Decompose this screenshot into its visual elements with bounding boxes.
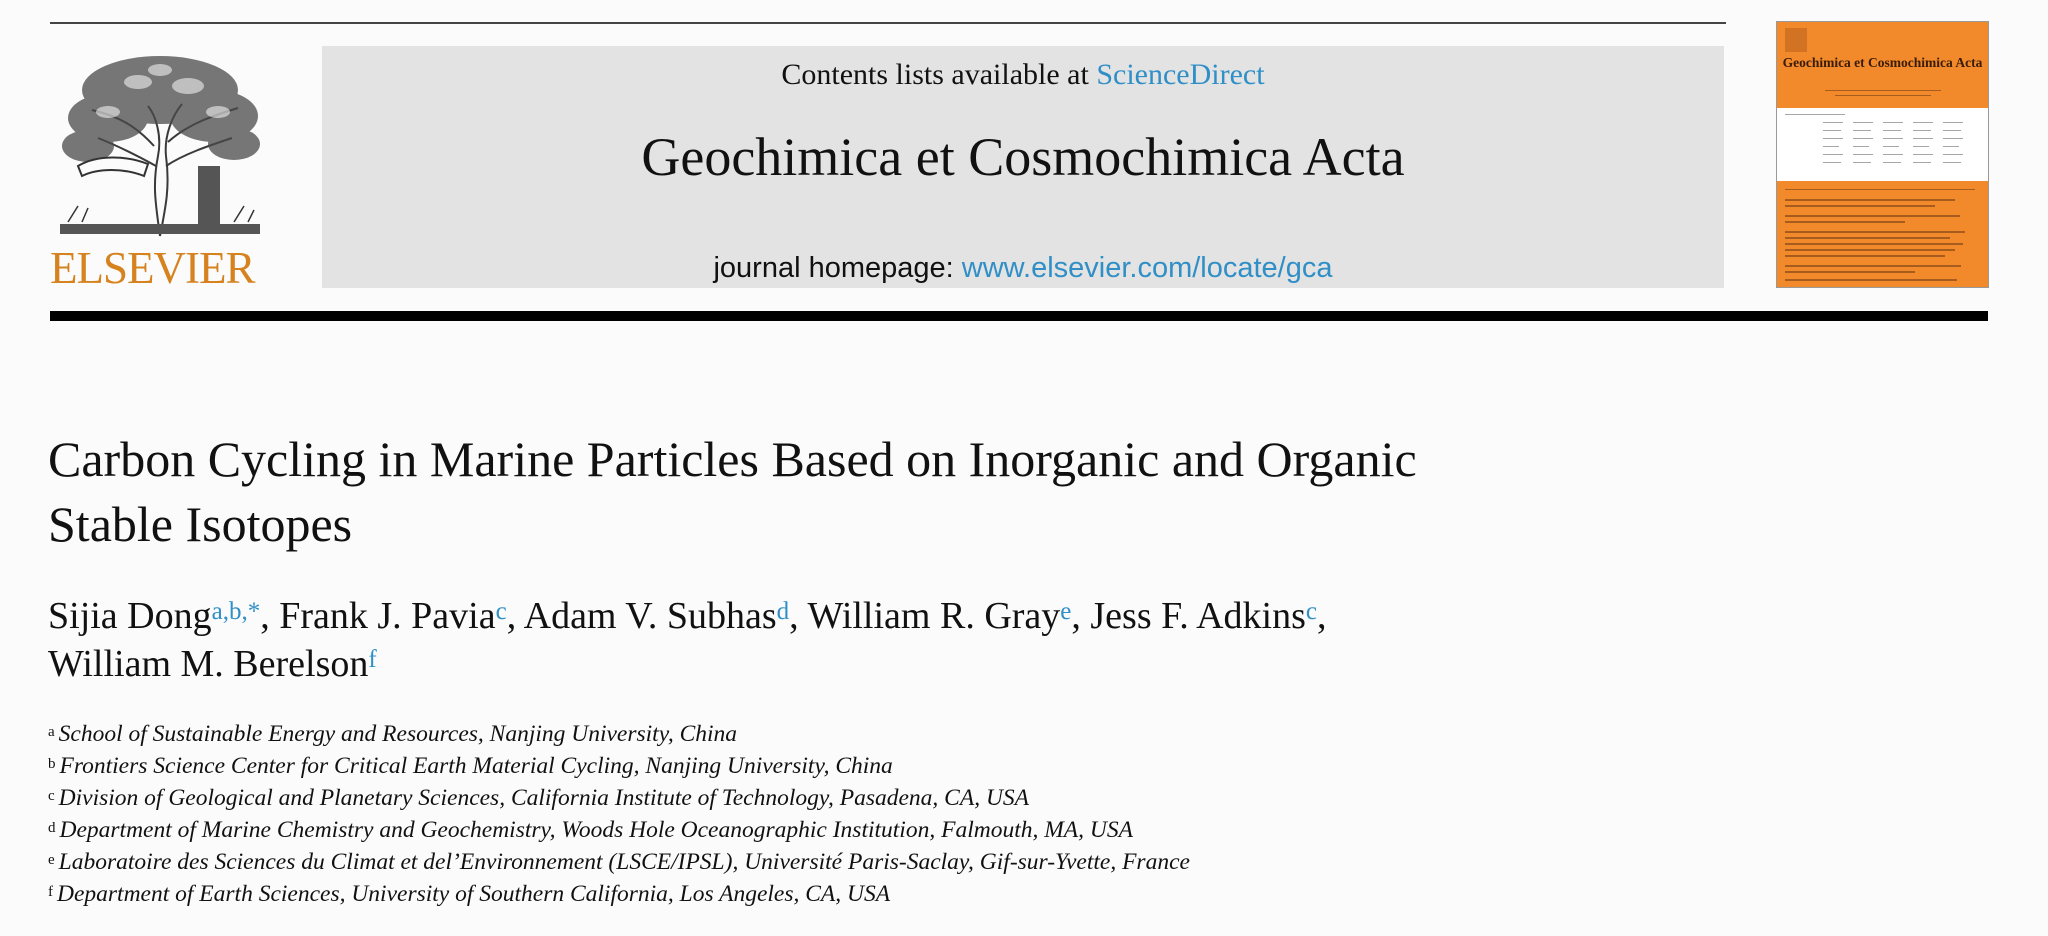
affiliation-marker: e bbox=[48, 852, 55, 868]
author-name: William M. Berelson bbox=[48, 643, 369, 685]
homepage-prefix: journal homepage: bbox=[713, 252, 962, 284]
affiliation-marker: f bbox=[48, 884, 53, 900]
journal-banner bbox=[322, 46, 1724, 288]
article-title-line-2: Stable Isotopes bbox=[48, 496, 353, 552]
author-separator: , bbox=[1317, 595, 1327, 637]
journal-cover-thumbnail[interactable] bbox=[1776, 21, 1989, 288]
cover-editorial-board bbox=[1777, 108, 1988, 181]
journal-homepage-link[interactable]: www.elsevier.com/locate/gca bbox=[961, 252, 1333, 284]
author-affiliation-link[interactable]: d bbox=[776, 598, 790, 625]
header-bottom-rule bbox=[50, 311, 1988, 321]
cover-contents-list bbox=[1777, 181, 1988, 287]
author-list bbox=[48, 592, 1688, 688]
affiliation-item bbox=[48, 782, 1688, 814]
author-affiliation-link[interactable]: e bbox=[1060, 598, 1072, 625]
author-name: Frank J. Pavia bbox=[279, 595, 496, 637]
affiliation-marker: d bbox=[48, 820, 56, 836]
author-separator: , bbox=[1071, 595, 1091, 637]
cover-publisher-icon bbox=[1785, 28, 1807, 52]
author-line-1 bbox=[48, 592, 1688, 640]
author-name: Jess F. Adkins bbox=[1090, 595, 1306, 637]
affiliation-marker: a bbox=[48, 724, 55, 740]
affiliation-text: Department of Earth Sciences, University of Southern California, Los Angeles, CA, USA bbox=[57, 881, 891, 907]
sciencedirect-link[interactable]: ScienceDirect bbox=[1096, 58, 1265, 91]
author-name: Sijia Dong bbox=[48, 595, 212, 637]
author-name: William R. Gray bbox=[807, 595, 1061, 637]
author-affiliation-link[interactable]: c bbox=[1305, 598, 1318, 625]
article-title bbox=[48, 427, 1688, 557]
article-title-line-1: Carbon Cycling in Marine Particles Based on Inorganic and Organic bbox=[48, 431, 1417, 487]
journal-homepage-line bbox=[322, 252, 1724, 285]
author-line-2 bbox=[48, 640, 1688, 688]
author-separator: , bbox=[260, 595, 280, 637]
affiliation-list bbox=[48, 718, 1688, 910]
header-top-rule bbox=[50, 22, 1726, 24]
publisher-wordmark: ELSEVIER bbox=[50, 243, 255, 293]
author-affiliation-link[interactable]: c bbox=[495, 598, 507, 625]
affiliation-marker: c bbox=[48, 788, 55, 804]
affiliation-text: Division of Geological and Planetary Sciences, California Institute of Technology, Pasadena, CA, USA bbox=[58, 785, 1030, 811]
contents-availability-line bbox=[322, 58, 1724, 92]
author-separator: , bbox=[789, 595, 808, 637]
affiliation-item bbox=[48, 814, 1688, 846]
author-affiliation-link[interactable]: a,b,* bbox=[211, 598, 261, 625]
affiliation-text: Department of Marine Chemistry and Geochemistry, Woods Hole Oceanographic Institution, Falmouth, MA, USA bbox=[59, 817, 1133, 843]
affiliation-marker: b bbox=[48, 756, 56, 772]
affiliation-text: Frontiers Science Center for Critical Earth Material Cycling, Nanjing University, China bbox=[59, 753, 893, 779]
journal-title: Geochimica et Cosmochimica Acta bbox=[641, 127, 1405, 187]
affiliation-text: Laboratoire des Sciences du Climat et del’Environnement (LSCE/IPSL), Université Paris-Saclay, Gif-sur-Yvette, France bbox=[58, 849, 1190, 875]
affiliation-item bbox=[48, 846, 1688, 878]
contents-prefix: Contents lists available at bbox=[781, 58, 1097, 91]
author-affiliation-link[interactable]: f bbox=[368, 646, 377, 673]
cover-journal-title: Geochimica et Cosmochimica Acta bbox=[1782, 55, 1983, 70]
author-separator: , bbox=[506, 595, 524, 637]
author-name: Adam V. Subhas bbox=[523, 595, 777, 637]
affiliation-item bbox=[48, 750, 1688, 782]
affiliation-item bbox=[48, 878, 1688, 910]
cover-header bbox=[1777, 22, 1988, 108]
affiliation-item bbox=[48, 718, 1688, 750]
affiliation-text: School of Sustainable Energy and Resources, Nanjing University, China bbox=[58, 721, 738, 747]
